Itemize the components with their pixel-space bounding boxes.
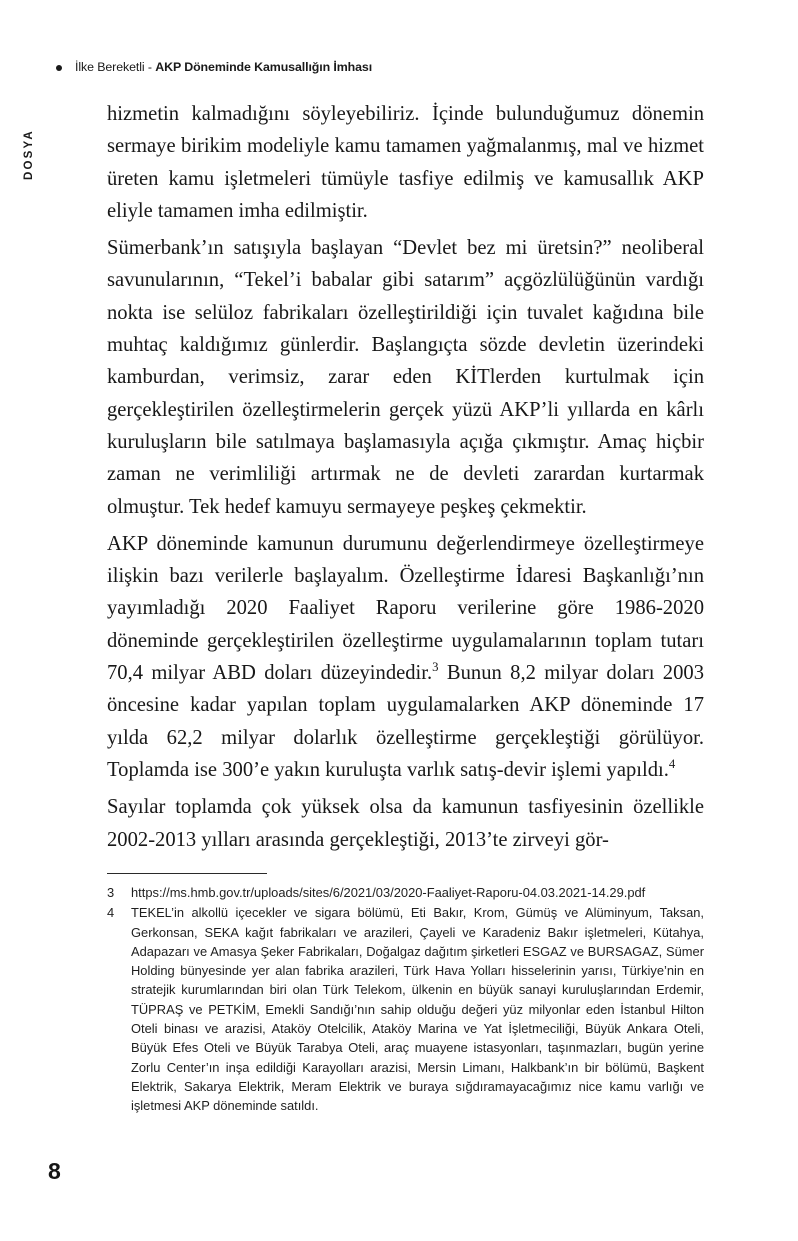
footnote-separator-rule: [107, 873, 267, 874]
page-number: 8: [48, 1158, 61, 1184]
body-text-column: [107, 98, 704, 856]
footnote-3-text[interactable]: https://ms.hmb.gov.tr/uploads/sites/6/2021/03/2020-Faaliyet-Raporu-04.03.2021-14.29.pdf: [131, 885, 646, 900]
body-paragraph-4: Sayılar toplamda çok yüksek olsa da kamunun tasfiyesinin özellikle 2002-2013 yılları arasında gerçekleştiği, 2013’te zirveyi gör-: [107, 796, 704, 851]
bullet-icon: [56, 65, 62, 71]
running-head-text: [75, 60, 372, 74]
body-paragraph-3-part-1: AKP döneminde kamunun durumunu değerlendirmeye özelleştirmeye ilişkin bazı verilerle başlayalım. Özelleştirme İdaresi Başkanlığı’nın yayımladığı 2020 Faaliyet Raporu verilerine göre 1986-2020 döneminde gerçekleştirilen özelleştirme uygulamalarının toplam tutarı 70,4 milyar ABD doları düzeyindedir.: [107, 532, 704, 685]
running-head-title: AKP Döneminde Kamusallığın İmhası: [155, 60, 373, 74]
footnote-3: [107, 883, 704, 902]
footnote-4: [107, 903, 704, 1115]
section-tab-label: DOSYA: [23, 129, 35, 180]
body-paragraph-3: [107, 528, 704, 786]
running-head-author: İlke Bereketli: [75, 60, 145, 74]
footnote-reference-4[interactable]: 4: [668, 757, 676, 772]
footnote-4-text: TEKEL’in alkollü içecekler ve sigara bölümü, Eti Bakır, Krom, Gümüş ve Alüminyum, Taksan, Gerkonsan, SEKA kağıt fabrikaları ve arazileri, Çayeli ve Karadeniz Bakır işletmeleri, Kütahya, Adapazarı ve Amasya Şeker Fabrikaları, Doğalgaz dağıtım şirketleri ESGAZ ve BURSAGAZ, Sümer Holding bünyesinde yer alan fabrika arazileri, Türk Hava Yolları hisselerinin yarısı, Türkiye’nin en stratejik kurumlarından biri olan Türk Telekom, ülkenin en büyük sanayi kuruluşlarından Erdemir, TÜPRAŞ ve PETKİM, Emekli Sandığı’nın sahip olduğu değeri yüz milyonlar eden İstanbul Hilton Oteli binası ve arazisi, Ataköy Otelcilik, Ataköy Marina ve Yat İşletmeciliği, Büyük Ankara Oteli, Büyük Efes Oteli ve Büyük Tarabya Oteli, araç muayene istasyonları, taşınmazları, bugün yerine Zorlu Center’ın inşa edildiği Karayolları arazisi, Mersin Limanı, Halkbank’ın bir bölümü, Başkent Elektrik, Sakarya Elektrik, Meram Elektrik ve buraya sığdıramayacağımız nice kamu varlığı ve işletmesi AKP döneminde satıldı.: [131, 905, 704, 1114]
body-paragraph-1: hizmetin kalmadığını söyleyebiliriz. İçinde bulunduğumuz dönemin sermaye birikim modeliyle kamu tamamen yağmalanmış, mal ve hizmet üreten kamu işletmeleri tümüyle tasfiye edilmiş ve kamusallık AKP eliyle tamamen imha edilmiştir.: [107, 103, 704, 222]
footnote-area: [107, 873, 704, 1117]
body-paragraph-3-part-2: Bunun 8,2 milyar doları 2003 öncesine kadar yapılan toplam uygulamalarken AKP döneminde 17 yılda 62,2 milyar dolarlık özelleştirme gerçekleştiği görülüyor. Toplamda ise 300’e yakın kuruluşta varlık satış-devir işlemi yapıldı.: [107, 662, 704, 781]
section-tab-dosya: [18, 100, 40, 180]
running-head: [56, 60, 372, 74]
running-head-separator: -: [144, 60, 156, 74]
footnote-4-number: 4: [107, 905, 115, 921]
footnote-3-number: 3: [107, 885, 115, 900]
body-paragraph-2: Sümerbank’ın satışıyla başlayan “Devlet bez mi üretsin?” neoliberal savunularının, “Tekel’i babalar gibi satarım” açgözlülüğünün vardığı nokta ise selüloz fabrikaları özelleştirildiği için tuvalet kağıdına bile muhtaç kaldığımız günlerdir. Başlangıçta sözde devletin üzerindeki kamburdan, verimsiz, zarar eden KİTlerden kurtulmak için gerçekleştirilen özelleştirmelerin gerçek yüzü AKP’li yıllarda en kârlı kuruluşların bile satılmaya başlamasıyla açığa çıkmıştır. Amaç hiçbir zaman ne verimliliği artırmak ne de devleti zarardan kurtarmak olmuştur. Tek hedef kamuyu sermayeye peşkeş çekmektir.: [107, 237, 704, 518]
footnote-reference-3[interactable]: 3: [432, 660, 439, 675]
